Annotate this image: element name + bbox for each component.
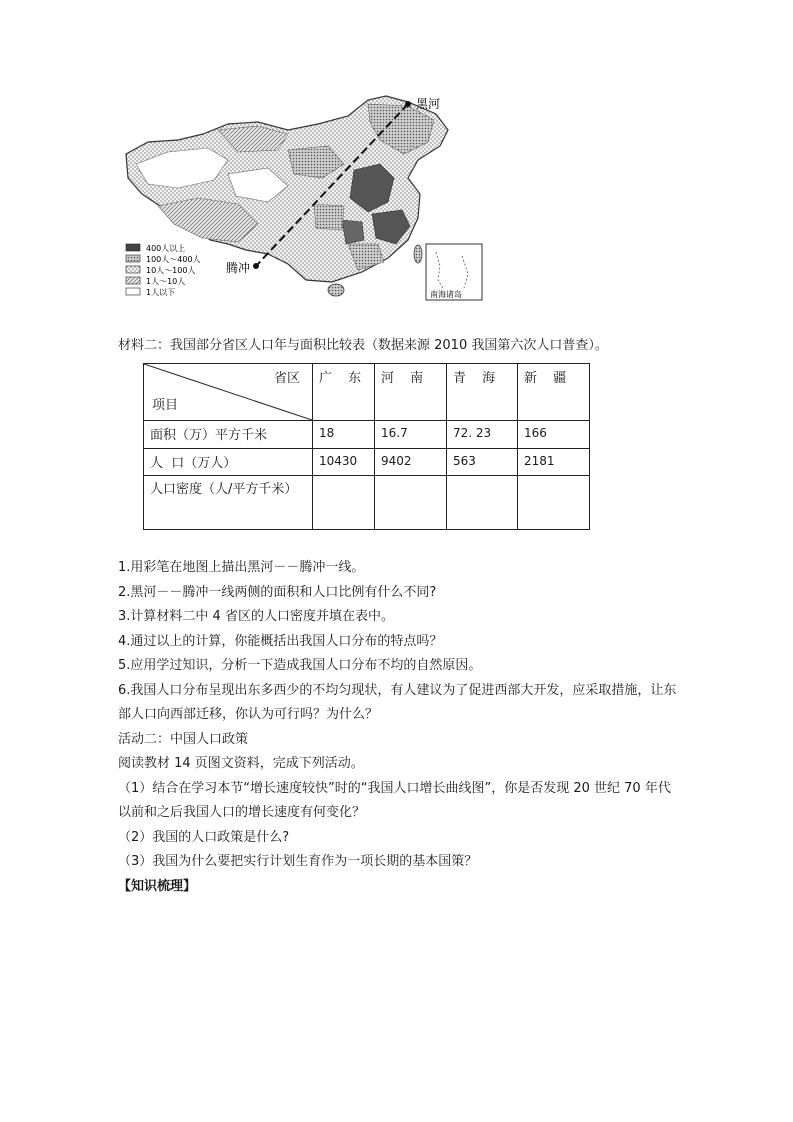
table-cell-empty[interactable]: [447, 476, 518, 530]
activity-item: （3）我国为什么要把实行计划生育作为一项长期的基本国策？: [118, 854, 478, 869]
table-cell-empty[interactable]: [313, 476, 375, 530]
header-province-1: 广 东: [313, 364, 375, 421]
question-list: [118, 556, 678, 899]
map-legend: [126, 243, 201, 297]
inset-label: 南海诸岛: [430, 290, 462, 299]
table-row: [144, 449, 590, 476]
legend-label-2: 100人～400人: [146, 255, 201, 264]
table-row: [144, 476, 590, 530]
legend-label-4: 1人～10人: [146, 277, 186, 286]
label-heihe: 黑河: [416, 97, 441, 111]
population-area-table: [143, 363, 590, 530]
china-map-graphic: [118, 94, 488, 304]
material-two-title: 材料二：我国部分省区人口年与面积比较表（数据来源 2010 我国第六次人口普查）。: [118, 338, 608, 353]
table-corner-cell: [144, 364, 313, 421]
table-cell-empty[interactable]: [375, 476, 447, 530]
table-cell: 563: [447, 449, 518, 476]
question-item: 5.应用学过知识，分析一下造成我国人口分布不均的自然原因。: [118, 658, 482, 673]
label-tengchong: 腾冲: [226, 261, 251, 275]
question-item: 1.用彩笔在地图上描出黑河－－腾冲一线。: [118, 560, 365, 575]
header-province-3: 青 海: [447, 364, 518, 421]
activity-two-title: 活动二：中国人口政策: [118, 731, 249, 747]
table-cell: 72. 23: [447, 421, 518, 449]
summary-heading: 【知识梳理】: [118, 878, 197, 894]
question-item: 3.计算材料二中 4 省区的人口密度并填在表中。: [118, 609, 394, 624]
activity-two-intro: 阅读教材 14 页图文资料，完成下列活动。: [118, 756, 364, 771]
row-label-population: 人 口（万人）: [144, 449, 313, 476]
question-item: 2.黑河－－腾冲一线两侧的面积和人口比例有什么不同?: [118, 584, 437, 600]
row-label-density: 人口密度（人/平方千米）: [144, 476, 313, 530]
table-cell-empty[interactable]: [518, 476, 590, 530]
activity-item: （2）我国的人口政策是什么?: [118, 829, 290, 845]
corner-label-province: 省区: [273, 371, 300, 386]
table-cell: 18: [313, 421, 375, 449]
question-item: 4.通过以上的计算，你能概括出我国人口分布的特点吗？: [118, 633, 443, 649]
header-province-2: 河 南: [375, 364, 447, 421]
question-item: 6.我国人口分布呈现出东多西少的不均匀现状，有人建议为了促进西部大开发，应采取措施，让东部人口向西部迁移，你认为可行吗？为什么？: [118, 682, 677, 722]
activity-item: （1）结合在学习本节“增长速度较快”时的“我国人口增长曲线图”，你是否发现 20 世纪 70 年代以前和之后我国人口的增长速度有何变化？: [118, 780, 671, 820]
table-cell: 166: [518, 421, 590, 449]
table-row: [144, 421, 590, 449]
legend-label-1: 400人以上: [146, 244, 186, 253]
population-density-map: [118, 94, 488, 304]
legend-label-5: 1人以下: [146, 288, 176, 297]
legend-label-3: 10人～100人: [146, 266, 196, 275]
corner-label-item: 项目: [152, 398, 179, 413]
table-cell: 2181: [518, 449, 590, 476]
header-province-4: 新 疆: [518, 364, 590, 421]
row-label-area: 面积（万）平方千米: [144, 421, 313, 449]
table-cell: 10430: [313, 449, 375, 476]
table-cell: 9402: [375, 449, 447, 476]
table-header-row: [144, 364, 590, 421]
table-cell: 16.7: [375, 421, 447, 449]
